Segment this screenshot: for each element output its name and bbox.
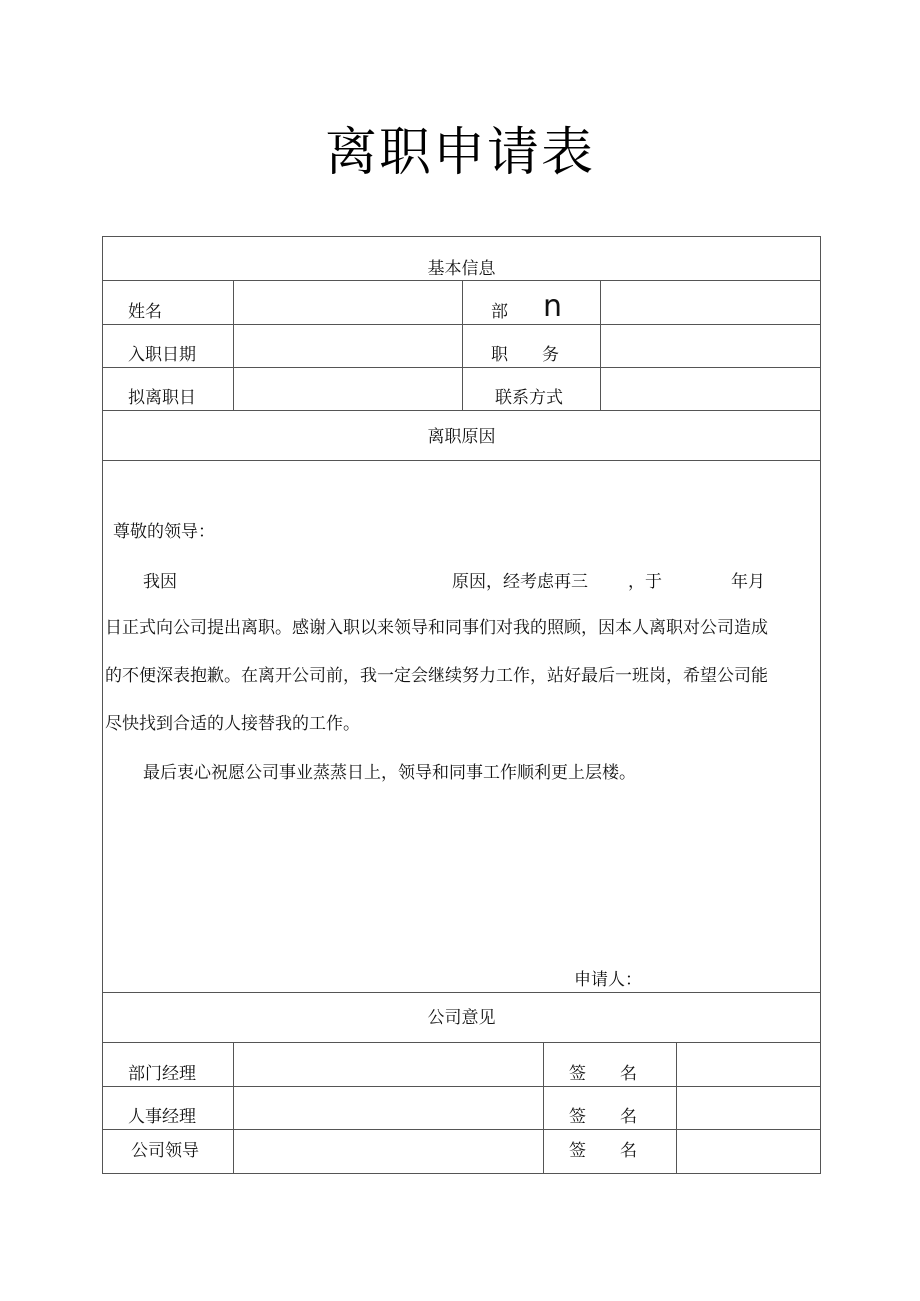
section-header-basic-info: 基本信息 — [427, 259, 496, 279]
reason-text-year-month: 年月 — [731, 572, 765, 592]
divider — [462, 280, 463, 410]
name-label: 姓名 — [128, 302, 162, 322]
contact-label: 联系方式 — [495, 388, 563, 408]
hr-manager-label: 人事经理 — [128, 1107, 196, 1127]
salutation: 尊敬的领导： — [113, 522, 215, 542]
hr-manager-signature-field[interactable] — [677, 1087, 821, 1129]
hr-manager-opinion-field[interactable] — [234, 1087, 543, 1129]
position-label: 职 务 — [491, 345, 559, 365]
sign-label: 签 名 — [569, 1141, 637, 1161]
page-title: 离职申请表 — [324, 123, 595, 183]
reason-paragraph-line: 日正式向公司提出离职。感谢入职以来领导和同事们对我的照顾，因本人离职对公司造成 — [105, 618, 768, 638]
name-field[interactable] — [234, 281, 462, 324]
dept-manager-signature-field[interactable] — [677, 1043, 821, 1086]
company-leader-label: 公司领导 — [131, 1141, 199, 1161]
divider — [543, 1042, 544, 1174]
reason-text-start: 我因 — [143, 572, 177, 592]
sign-label: 签 名 — [569, 1064, 637, 1084]
applicant-label: 申请人： — [574, 970, 642, 990]
sign-label: 签 名 — [569, 1107, 637, 1127]
dept-manager-label: 部门经理 — [128, 1064, 196, 1084]
department-field[interactable] — [601, 281, 821, 324]
section-header-opinion: 公司意见 — [427, 1008, 496, 1028]
reason-text-cause: 原因，经考虑再三 — [452, 572, 588, 592]
company-leader-opinion-field[interactable] — [234, 1130, 543, 1174]
reason-paragraph-line: 的不便深表抱歉。在离开公司前，我一定会继续努力工作，站好最后一班岗，希望公司能 — [105, 666, 768, 686]
join-date-field[interactable] — [234, 325, 462, 367]
reason-text-on: ，于 — [628, 572, 662, 592]
divider — [102, 410, 821, 411]
leave-date-field[interactable] — [234, 368, 462, 410]
department-mark: n — [543, 289, 563, 324]
divider — [102, 460, 821, 461]
leave-date-label: 拟离职日 — [128, 388, 196, 408]
closing-wishes: 最后衷心祝愿公司事业蒸蒸日上，领导和同事工作顺利更上层楼。 — [143, 763, 636, 783]
join-date-label: 入职日期 — [128, 345, 196, 365]
department-label: 部 — [491, 302, 508, 322]
contact-field[interactable] — [601, 368, 821, 410]
company-leader-signature-field[interactable] — [677, 1130, 821, 1174]
section-header-reason: 离职原因 — [427, 427, 496, 447]
dept-manager-opinion-field[interactable] — [234, 1043, 543, 1086]
position-field[interactable] — [601, 325, 821, 367]
reason-paragraph-line: 尽快找到合适的人接替我的工作。 — [105, 714, 360, 734]
divider — [102, 992, 821, 993]
